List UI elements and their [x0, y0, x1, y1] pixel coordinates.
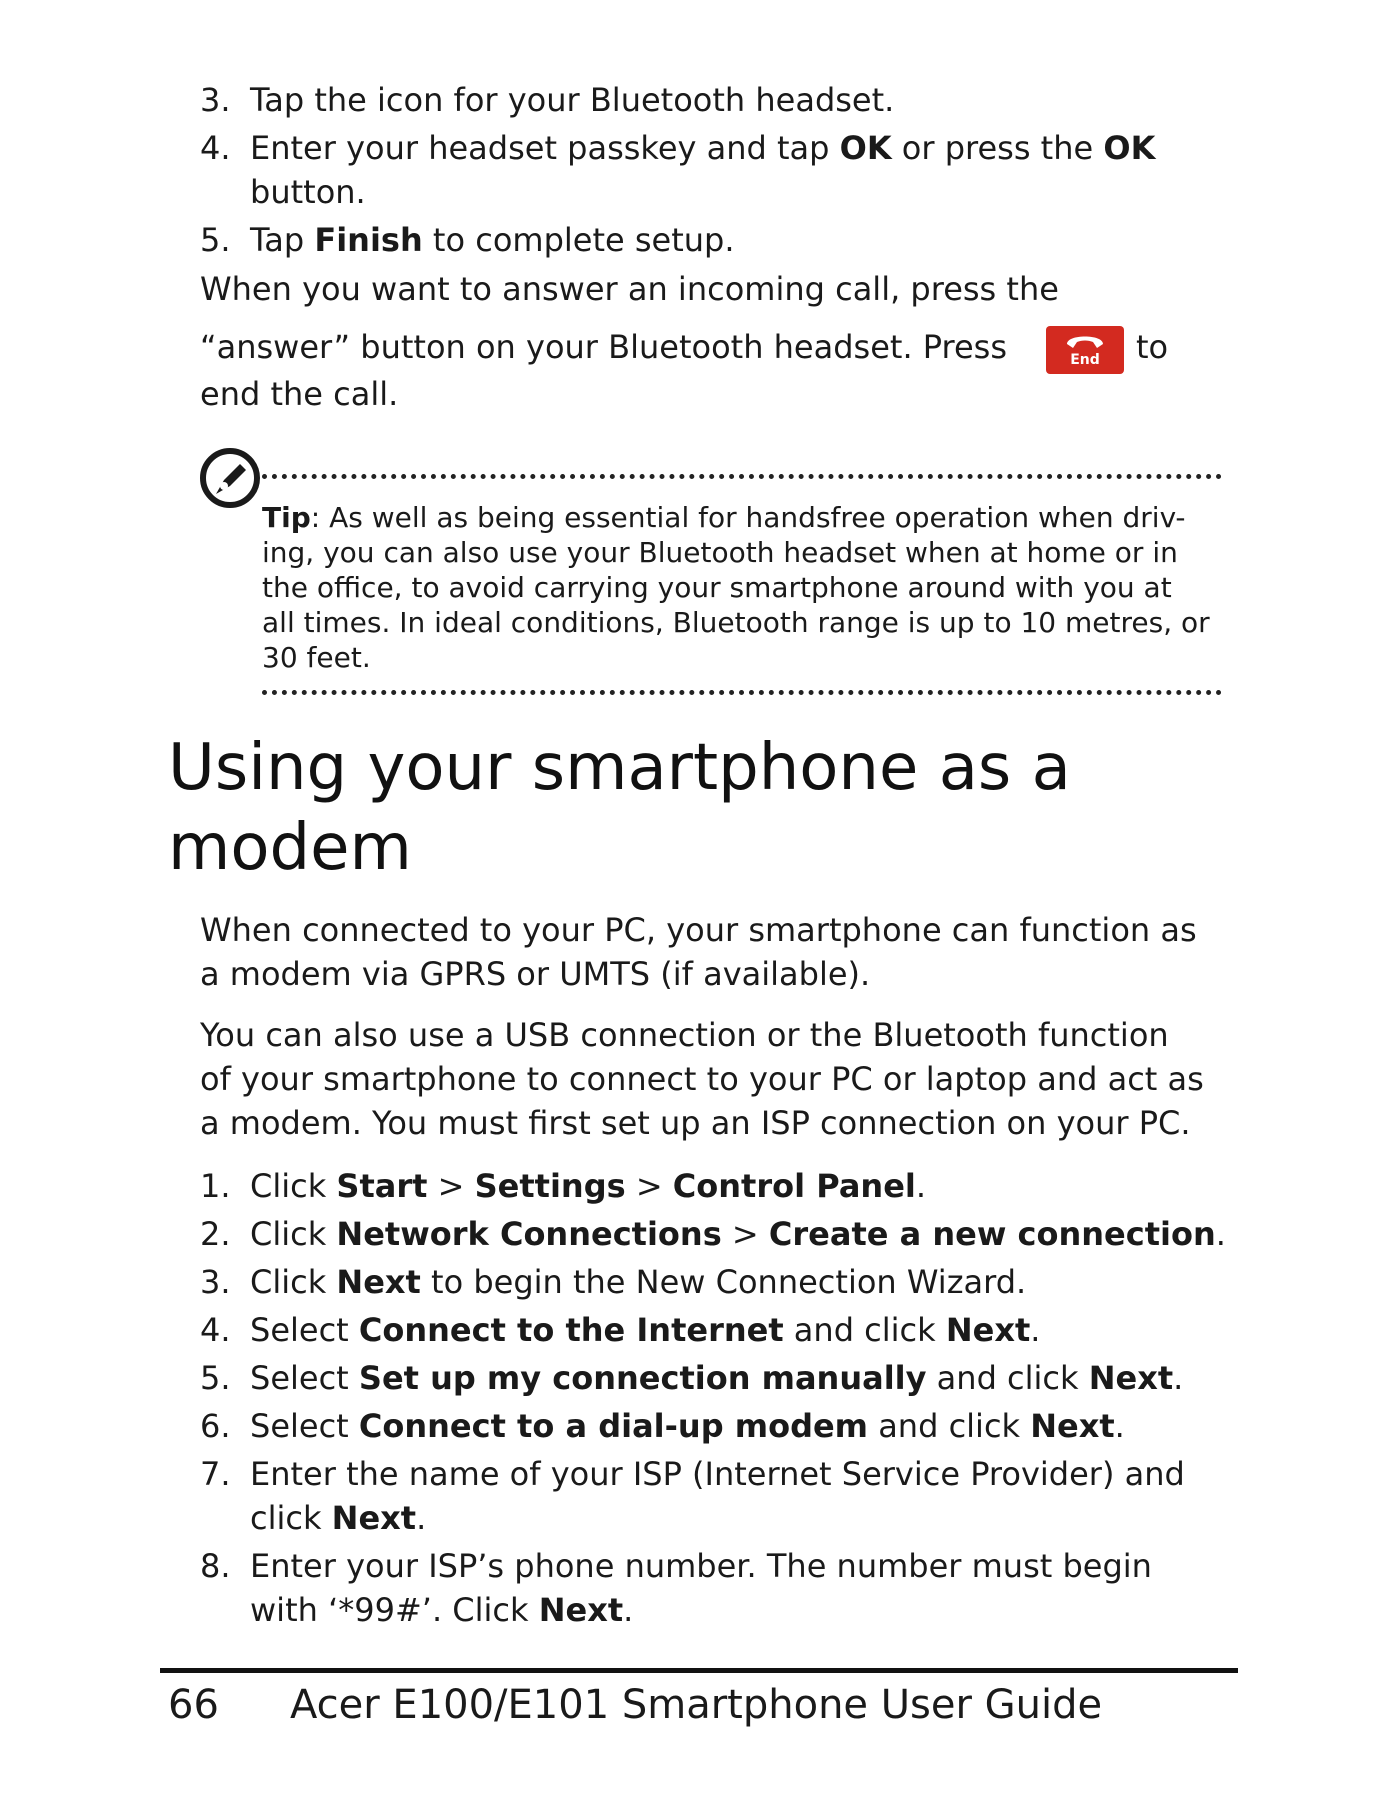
- tip-line-3: the office, to avoid carrying your smartphone around with you at: [262, 571, 1172, 604]
- step-number: 3.: [200, 1263, 231, 1301]
- answer-para-line-2: “answer” button on your Bluetooth headset. Press: [200, 328, 1007, 366]
- step-text: Enter your ISP’s phone number. The number must begin: [250, 1547, 1152, 1585]
- ok-term: OK: [1103, 129, 1156, 167]
- step-number: 8.: [200, 1547, 231, 1585]
- tip-bottom-divider: [262, 690, 1222, 695]
- tip-line-4: all times. In ideal conditions, Bluetooth range is up to 10 metres, or: [262, 606, 1210, 639]
- step-text: Tap the icon for your Bluetooth headset.: [250, 81, 895, 119]
- step-number: 5.: [200, 221, 231, 259]
- phone-handset-icon: [1064, 330, 1106, 352]
- step-text: button.: [250, 173, 366, 211]
- step-number: 4.: [200, 129, 231, 167]
- tip-line-2: ing, you can also use your Bluetooth headset when at home or in: [262, 536, 1178, 569]
- answer-para-to: to: [1136, 328, 1169, 366]
- tip-line-1: Tip: As well as being essential for handsfree operation when driv-: [262, 501, 1186, 534]
- step-text: Click Next to begin the New Connection Wizard.: [250, 1263, 1027, 1301]
- section-heading-line-2: modem: [168, 811, 412, 885]
- end-label: End: [1070, 352, 1100, 368]
- intro-p2-line-3: a modem. You must first set up an ISP connection on your PC.: [200, 1104, 1191, 1142]
- note-pen-icon: [198, 446, 262, 510]
- tip-top-divider: [262, 474, 1222, 479]
- intro-p1-line-2: a modem via GPRS or UMTS (if available).: [200, 955, 871, 993]
- step-text: Select Set up my connection manually and click Next.: [250, 1359, 1184, 1397]
- footer-rule: [160, 1668, 1238, 1673]
- step-text: click Next.: [250, 1499, 427, 1537]
- page-number: 66: [168, 1682, 219, 1728]
- intro-p1-line-1: When connected to your PC, your smartphone can function as: [200, 911, 1197, 949]
- step-text: Click Start > Settings > Control Panel.: [250, 1167, 927, 1205]
- step-number: 6.: [200, 1407, 231, 1445]
- step-text: with ‘*99#’. Click Next.: [250, 1591, 634, 1629]
- step-number: 5.: [200, 1359, 231, 1397]
- step-text: Enter your headset passkey and tap OK or press the OK: [250, 129, 1156, 167]
- section-heading-line-1: Using your smartphone as a: [168, 731, 1071, 805]
- step-number: 3.: [200, 81, 231, 119]
- step-number: 4.: [200, 1311, 231, 1349]
- end-call-icon: [1046, 326, 1124, 374]
- step-text: Tap Finish to complete setup.: [250, 221, 735, 259]
- tip-line-5: 30 feet.: [262, 641, 371, 674]
- step-number: 2.: [200, 1215, 231, 1253]
- ok-term: OK: [839, 129, 892, 167]
- answer-para-line-3: end the call.: [200, 375, 399, 413]
- finish-term: Finish: [314, 221, 423, 259]
- answer-para-line-1: When you want to answer an incoming call, press the: [200, 270, 1059, 308]
- step-text: Click Network Connections > Create a new connection.: [250, 1215, 1226, 1253]
- tip-label: Tip: [262, 501, 311, 534]
- step-number: 7.: [200, 1455, 231, 1493]
- step-number: 1.: [200, 1167, 231, 1205]
- step-text: Select Connect to the Internet and click Next.: [250, 1311, 1041, 1349]
- intro-p2-line-2: of your smartphone to connect to your PC or laptop and act as: [200, 1060, 1204, 1098]
- guide-title: Acer E100/E101 Smartphone User Guide: [290, 1682, 1103, 1728]
- step-text: Select Connect to a dial-up modem and click Next.: [250, 1407, 1125, 1445]
- intro-p2-line-1: You can also use a USB connection or the Bluetooth function: [200, 1016, 1169, 1054]
- step-text: Enter the name of your ISP (Internet Service Provider) and: [250, 1455, 1185, 1493]
